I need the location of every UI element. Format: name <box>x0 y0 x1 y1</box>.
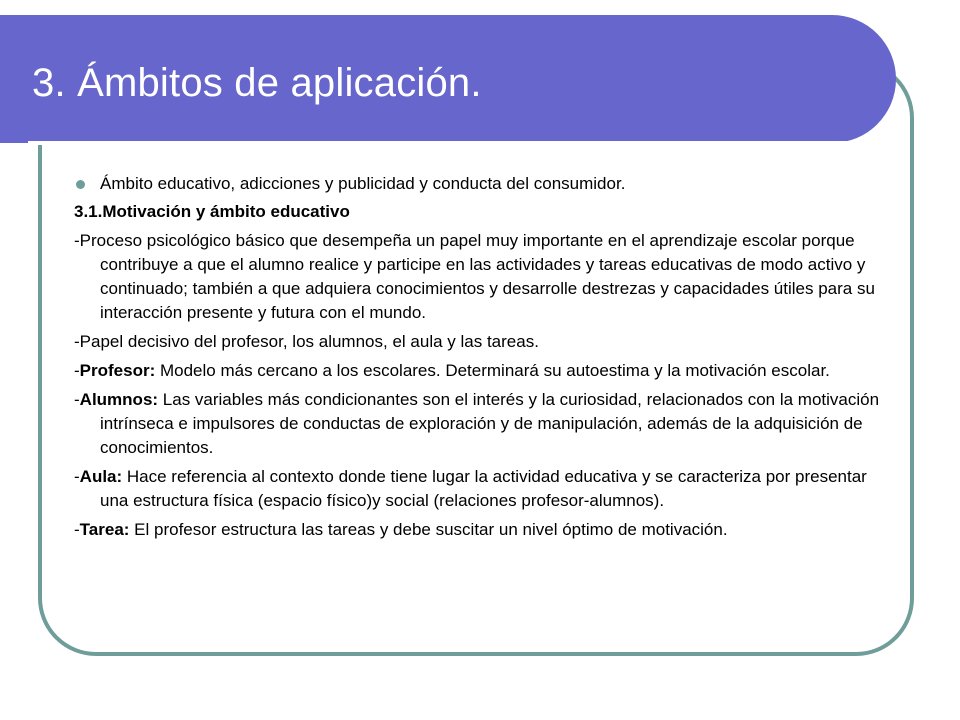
title-underline <box>28 141 848 145</box>
paragraph-tarea <box>74 518 894 542</box>
bullet-text: Ámbito educativo, adicciones y publicidad y conducta del consumidor. <box>100 174 626 193</box>
paragraph-prefix: - <box>74 332 80 351</box>
paragraph-profesor <box>74 359 894 383</box>
paragraph-prefix: - <box>74 361 80 380</box>
bullet-item <box>74 172 894 196</box>
paragraph-prefix: - <box>74 467 80 486</box>
paragraph-prefix: - <box>74 390 80 409</box>
section-subheading: 3.1.Motivación y ámbito educativo <box>74 202 350 221</box>
slide-content <box>74 172 894 547</box>
paragraph-text: El profesor estructura las tareas y debe suscitar un nivel óptimo de motivación. <box>129 520 728 539</box>
paragraph-prefix: - <box>74 231 80 250</box>
paragraph-label: Aula: <box>79 467 123 486</box>
title-bar <box>0 15 896 143</box>
paragraph-definition <box>74 229 894 325</box>
slide-title: 3. Ámbitos de aplicación. <box>32 61 482 105</box>
paragraph-label: Profesor: <box>79 361 156 380</box>
paragraph-text: Proceso psicológico básico que desempeña un papel muy importante en el aprendizaje escolar porque contribuye a que el alumno realice y participe en las actividades y tareas educativas de modo activo y continuado; también a que adquiera conocimientos y desarrolle destrezas y capacidades útiles para su interacción presente y futura con el mundo. <box>79 231 875 322</box>
paragraph-alumnos <box>74 388 894 460</box>
bullet-dot-icon <box>76 180 85 189</box>
paragraph-text: Las variables más condicionantes son el interés y la curiosidad, relacionados con la motivación intrínseca e impulsores de conductas de exploración y de manipulación, además de la adquisición de conocimientos. <box>100 390 880 457</box>
paragraph-text: Papel decisivo del profesor, los alumnos, el aula y las tareas. <box>79 332 539 351</box>
paragraph-label: Alumnos: <box>79 390 159 409</box>
paragraph-roles <box>74 330 894 354</box>
paragraph-aula <box>74 465 894 513</box>
paragraph-text: Hace referencia al contexto donde tiene lugar la actividad educativa y se caracteriza por presentar una estructura física (espacio físico)y social (relaciones profesor-alumnos). <box>100 467 867 510</box>
paragraph-text: Modelo más cercano a los escolares. Determinará su autoestima y la motivación escolar. <box>155 361 830 380</box>
paragraph-label: Tarea: <box>79 520 130 539</box>
paragraph-prefix: - <box>74 520 80 539</box>
